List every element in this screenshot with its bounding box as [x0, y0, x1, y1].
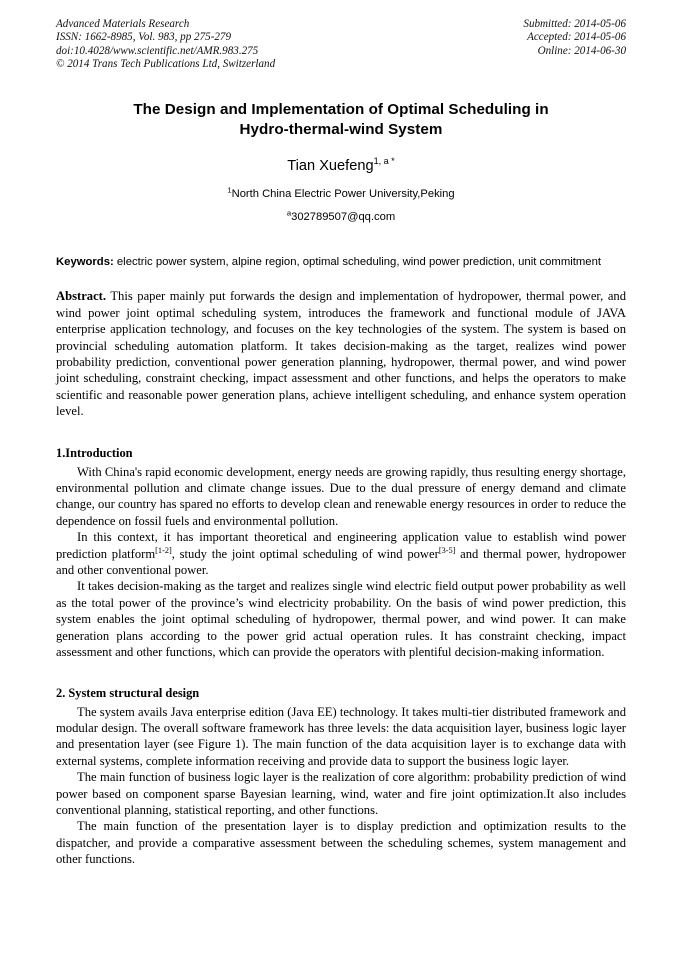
paragraph-text: With China's rapid economic development, energy needs are growing rapidly, thus resulting energy shortage, environmental pollution and climate change issues. Due to the dual pressure of energy demand and climate change, our country has spared no efforts to develop clean and renewable energy resources in order to reduce the dependence on fossil fuels and environmental pollution.	[56, 464, 626, 528]
paragraph-text: In this context, it has important theoretical and engineering application value to establish wind power prediction platform	[56, 530, 626, 561]
body-paragraph	[56, 769, 626, 818]
journal-doi: doi:10.4028/www.scientific.net/AMR.983.275	[56, 44, 259, 57]
page-title	[56, 100, 626, 139]
affiliation-superscript: 1	[227, 185, 232, 195]
submitted-date: Submitted: 2014-05-06	[523, 18, 626, 30]
paragraph-text: and thermal power, hydropower and other conventional power.	[56, 546, 626, 578]
abstract-label: Abstract.	[56, 289, 107, 304]
title-line-2: Hydro-thermal-wind System	[239, 120, 443, 138]
body-paragraph	[56, 818, 626, 867]
citation-reference: [3-5]	[438, 545, 456, 555]
keywords-block	[56, 255, 626, 270]
body-paragraph	[56, 704, 626, 770]
body-paragraph	[56, 529, 626, 578]
author-line	[56, 157, 626, 175]
journal-name: Advanced Materials Research	[56, 18, 190, 30]
keywords-text: electric power system, alpine region, optimal scheduling, wind power prediction, unit commitment	[113, 256, 602, 269]
body-paragraph	[56, 578, 626, 660]
paragraph-text: The main function of business logic layer is the realization of core algorithm: probability prediction of wind power based on component sparse Bayesian learning, wind, water and fire joint optimization.It also includes conventional planning, statistical reporting, and other functions.	[56, 770, 626, 817]
online-date: Online: 2014-06-30	[537, 44, 626, 57]
affiliation-line	[56, 187, 626, 201]
title-line-1: The Design and Implementation of Optimal Scheduling in	[133, 101, 549, 119]
affiliation-text: North China Electric Power University,Peking	[231, 188, 455, 201]
author-name: Tian Xuefeng	[287, 158, 374, 175]
section-heading: 1.Introduction	[56, 445, 133, 460]
abstract-block	[56, 288, 626, 419]
accepted-date: Accepted: 2014-05-06	[527, 31, 626, 44]
author-superscript: 1, a *	[373, 156, 395, 167]
paragraph-text: The main function of the presentation layer is to display prediction and optimization results to the dispatcher, and provide a comparative assessment between the scheduling schemes, system management and other functions.	[56, 819, 626, 867]
citation-reference: [1-2]	[155, 545, 172, 555]
email-text: 302789507@qq.com	[291, 211, 396, 224]
section-heading: 2. System structural design	[56, 685, 200, 700]
journal-header	[56, 18, 626, 71]
journal-issn-volume: ISSN: 1662-8985, Vol. 983, pp 275-279	[56, 31, 232, 44]
email-line	[56, 210, 626, 224]
journal-copyright: © 2014 Trans Tech Publications Ltd, Switzerland	[56, 57, 276, 70]
body-paragraph	[56, 464, 626, 530]
document-body	[56, 445, 626, 868]
paragraph-text: , study the joint optimal scheduling of wind power	[171, 546, 439, 561]
journal-header-left	[56, 18, 275, 71]
paragraph-text: The system avails Java enterprise edition (Java EE) technology. It takes multi-tier distributed framework and modular design. The overall software framework has three levels: the data acquisition layer, business logic layer and presentation layer (see Figure 1). The main function of the data acquisition layer is to exchange data with external systems, complete information receiving and provide data to support the business logic layer.	[56, 704, 626, 768]
email-superscript: a	[286, 208, 292, 218]
paragraph-text: It takes decision-making as the target and realizes single wind electric field output power probability as well as the total power of the province’s wind electricity probability. On the basis of wind power prediction, this system enables the joint optimal scheduling of hydropower, thermal power, and wind power. It can make generation plans according to the power grid actual operation rules. It has constraint checking, impact assessment and other functions, which can provide the operators with plentiful decision-making information.	[56, 579, 626, 660]
abstract-text: This paper mainly put forwards the design and implementation of hydropower, thermal power, and wind power joint optimal scheduling system, introduces the framework and functional module of JAVA enterprise application technology, and focuses on the key technologies of the system. The system is based on provincial scheduling automation platform. It takes decision-making as the target, realizes wind power probability prediction, conventional power generation planning, hydropower, thermal power, and wind power joint scheduling, constraint checking, impact assessment and other functions, and helps the operators to make scientific and reasonable power generation plans, achieve intelligent scheduling, and enhance system operation level.	[56, 289, 626, 419]
journal-header-right	[523, 18, 626, 58]
keywords-label: Keywords:	[56, 256, 114, 269]
